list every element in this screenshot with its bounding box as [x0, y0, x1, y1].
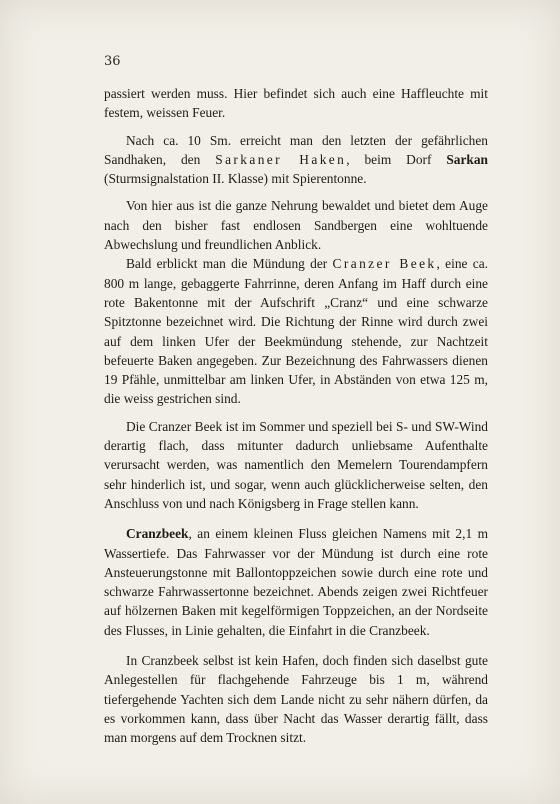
paragraph-1: passiert werden muss. Hier befindet sich auch eine Haffleuchte mit festem, weissen Feuer. — [104, 86, 488, 121]
page-number: 36 — [104, 54, 121, 69]
place-name-cranzbeek: Cranzbeek — [126, 526, 189, 542]
paragraph-2-text-c: , beim Dorf — [346, 151, 447, 167]
paragraph-4-text-c: , eine ca. 800 m lange, gebaggerte Fahrrinne, deren Anfang im Haff durch eine rote Bakentonne mit der Aufschrift „Cranz“ und eine schwarze Spitztonne bezeichnet wird. Die Richtung der Rinne wird durch zwei auf dem linken Ufer der Beekmündung stehende, zur Nachtzeit befeuerte Baken angegeben. Zur Bezeichnung des Fahrwassers dienen 19 Pfähle, unmittelbar am linken Ufer, in Abständen von etwa 125 m, die weiss gestrichen sind. — [104, 256, 488, 407]
paragraph-6-text-b: , an einem kleinen Fluss gleichen Namens mit 2,1 m Wassertiefe. Das Fahrwasser vor der Mündung ist durch eine rote Ansteuerungstonne mit Ballontoppzeichen sowie durch eine rote und schwarze Fahrwassertonne bezeichnet. Abends zeigen zwei Richtfeuer auf hölzernen Baken mit kegelförmigen Toppzeichen, an der Nordseite des Flusses, in Linie gehalten, die Einfahrt in die Cranzbeek. — [104, 526, 488, 638]
place-name-sarkaner-haken: Sarkaner Haken — [215, 151, 347, 167]
paragraph-4 — [104, 254, 488, 408]
place-name-sarkan: Sarkan — [446, 151, 489, 167]
paragraph-6 — [104, 524, 488, 640]
paragraph-5: Die Cranzer Beek ist im Sommer und speziell bei S- und SW-Wind derartig flach, dass mitunter dadurch unliebsame Aufenthalte verursacht werden, was namentlich den Memelern Tourendampfern sehr hinderlich ist, und sogar, wenn auch glücklicherweise selten, den Anschluss von und nach Königsberg in Frage stellen kann. — [104, 418, 488, 511]
paragraph-3: Von hier aus ist die ganze Nehrung bewaldet und bietet dem Auge nach den bisher fast endlosen Sandbergen eine wohltuende Abwechslung und freundlichen Anblick. — [104, 198, 488, 253]
body-text — [104, 84, 488, 748]
paragraph-2-text-e: (Sturmsignalstation II. Klasse) mit Spierentonne. — [104, 171, 367, 187]
paragraph-7: In Cranzbeek selbst ist kein Hafen, doch finden sich daselbst gute Anlegestellen für flachgehende Fahrzeuge bis 1 m, während tiefergehende Yachten sich dem Lande nicht zu sehr nähern dürfen, da es vorkommen kann, dass über Nacht das Wasser derartig fällt, dass man morgens auf dem Trocknen sitzt. — [104, 653, 488, 746]
paragraph-2-text-a: Nach ca. 10 Sm. erreicht man den letzten der gefährlichen Sandhaken, den — [104, 132, 488, 167]
paragraph-2 — [104, 131, 488, 189]
place-name-cranzer-beek: Cranzer Beek — [332, 256, 437, 272]
paragraph-4-text-a: Bald erblickt man die Mündung der — [126, 256, 333, 272]
